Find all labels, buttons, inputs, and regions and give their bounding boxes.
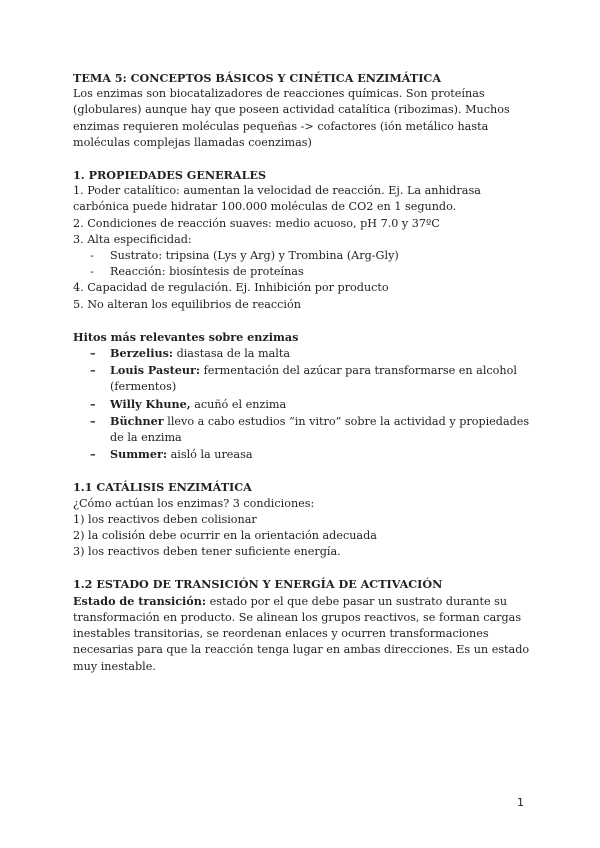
- dash-bullet: –: [90, 396, 96, 411]
- transicion-term: Estado de transición:: [73, 593, 207, 608]
- property-3: 3. Alta especificidad:: [73, 232, 192, 246]
- dash-bullet: –: [90, 413, 96, 428]
- dash-bullet: -: [90, 249, 94, 263]
- hito-name: Willy Khune,: [110, 396, 191, 411]
- spacer: [73, 313, 533, 329]
- section-heading-catalisis: 1.1 CATÁLISIS ENZIMÁTICA: [73, 480, 252, 495]
- hito-name: Louis Pasteur:: [110, 363, 201, 378]
- hito-name: Summer:: [110, 447, 168, 462]
- transicion-text: estado por el que debe pasar un sustrato durante su transformación en producto. Se alinean los grupos reactivos, se forman cargas inestables transitorias, se reordenan enlaces y ocurren transformaciones necesarias para que la reacción tenga lugar en ambas direcciones. Es un estado muy inestable.: [73, 594, 530, 673]
- list-item: [73, 413, 533, 446]
- list-item: [73, 362, 533, 395]
- hitos-heading: Hitos más relevantes sobre enzimas: [73, 329, 299, 344]
- condition-3: 3) los reactivos deben tener suficiente energía.: [73, 545, 341, 559]
- list-item-text: Sustrato: tripsina (Lys y Arg) y Trombina (Arg-Gly): [110, 249, 399, 263]
- section-heading-propiedades: 1. PROPIEDADES GENERALES: [73, 168, 267, 183]
- spacer: [73, 151, 533, 167]
- hito-text: diastasa de la malta: [173, 347, 291, 361]
- transicion-paragraph: [73, 593, 533, 675]
- property-1: 1. Poder catalítico: aumentan la velocidad de reacción. Ej. La anhidrasa carbónica puede hidratar 100.000 moléculas de CO2 en 1 segundo.: [73, 184, 481, 214]
- spacer: [73, 463, 533, 479]
- hito-text: llevo a cabo estudios “in vitro” sobre la actividad y propiedades de la enzima: [110, 414, 530, 445]
- hitos-list: [73, 345, 533, 463]
- list-item: [73, 345, 533, 362]
- property-5: 5. No alteran los equilibrios de reacción: [73, 297, 301, 311]
- dash-bullet: -: [90, 265, 94, 279]
- list-item: [73, 248, 533, 264]
- list-item: [73, 264, 533, 280]
- intro-paragraph: Los enzimas son biocatalizadores de reacciones químicas. Son proteínas (globulares) aunque hay que poseen actividad catalítica (ribozimas). Muchos enzimas requieren moléculas pequeñas -> cofactores (ión metálico hasta moléculas complejas llamadas coenzimas): [73, 87, 510, 149]
- dash-bullet: –: [90, 363, 96, 378]
- list-item: [73, 446, 533, 463]
- specificity-list: [73, 248, 533, 280]
- dash-bullet: –: [90, 447, 96, 462]
- spacer: [73, 560, 533, 576]
- list-item: [73, 396, 533, 413]
- property-2: 2. Condiciones de reacción suaves: medio acuoso, pH 7.0 y 37ºC: [73, 216, 440, 230]
- catalisis-question: ¿Cómo actúan los enzimas? 3 condiciones:: [73, 496, 315, 510]
- property-4: 4. Capacidad de regulación. Ej. Inhibición por producto: [73, 281, 389, 295]
- hito-name: Büchner: [110, 413, 164, 428]
- document-title: TEMA 5: CONCEPTOS BÁSICOS Y CINÉTICA ENZIMÁTICA: [73, 71, 442, 85]
- page-number: 1: [517, 796, 524, 809]
- condition-1: 1) los reactivos deben colisionar: [73, 512, 257, 526]
- hito-text: fermentación del azúcar para transformarse en alcohol (fermentos): [110, 364, 517, 394]
- dash-bullet: –: [90, 346, 96, 361]
- list-item-text: Reacción: biosíntesis de proteínas: [110, 265, 304, 279]
- hito-text: aisló la ureasa: [167, 448, 253, 462]
- hito-text: acuñó el enzima: [190, 397, 287, 411]
- section-heading-transicion: 1.2 ESTADO DE TRANSICIÓN Y ENERGÍA DE ACTIVACIÓN: [73, 577, 443, 592]
- condition-2: 2) la colisión debe ocurrir en la orientación adecuada: [73, 529, 377, 543]
- document-page: [73, 70, 533, 675]
- hito-name: Berzelius:: [110, 346, 174, 361]
